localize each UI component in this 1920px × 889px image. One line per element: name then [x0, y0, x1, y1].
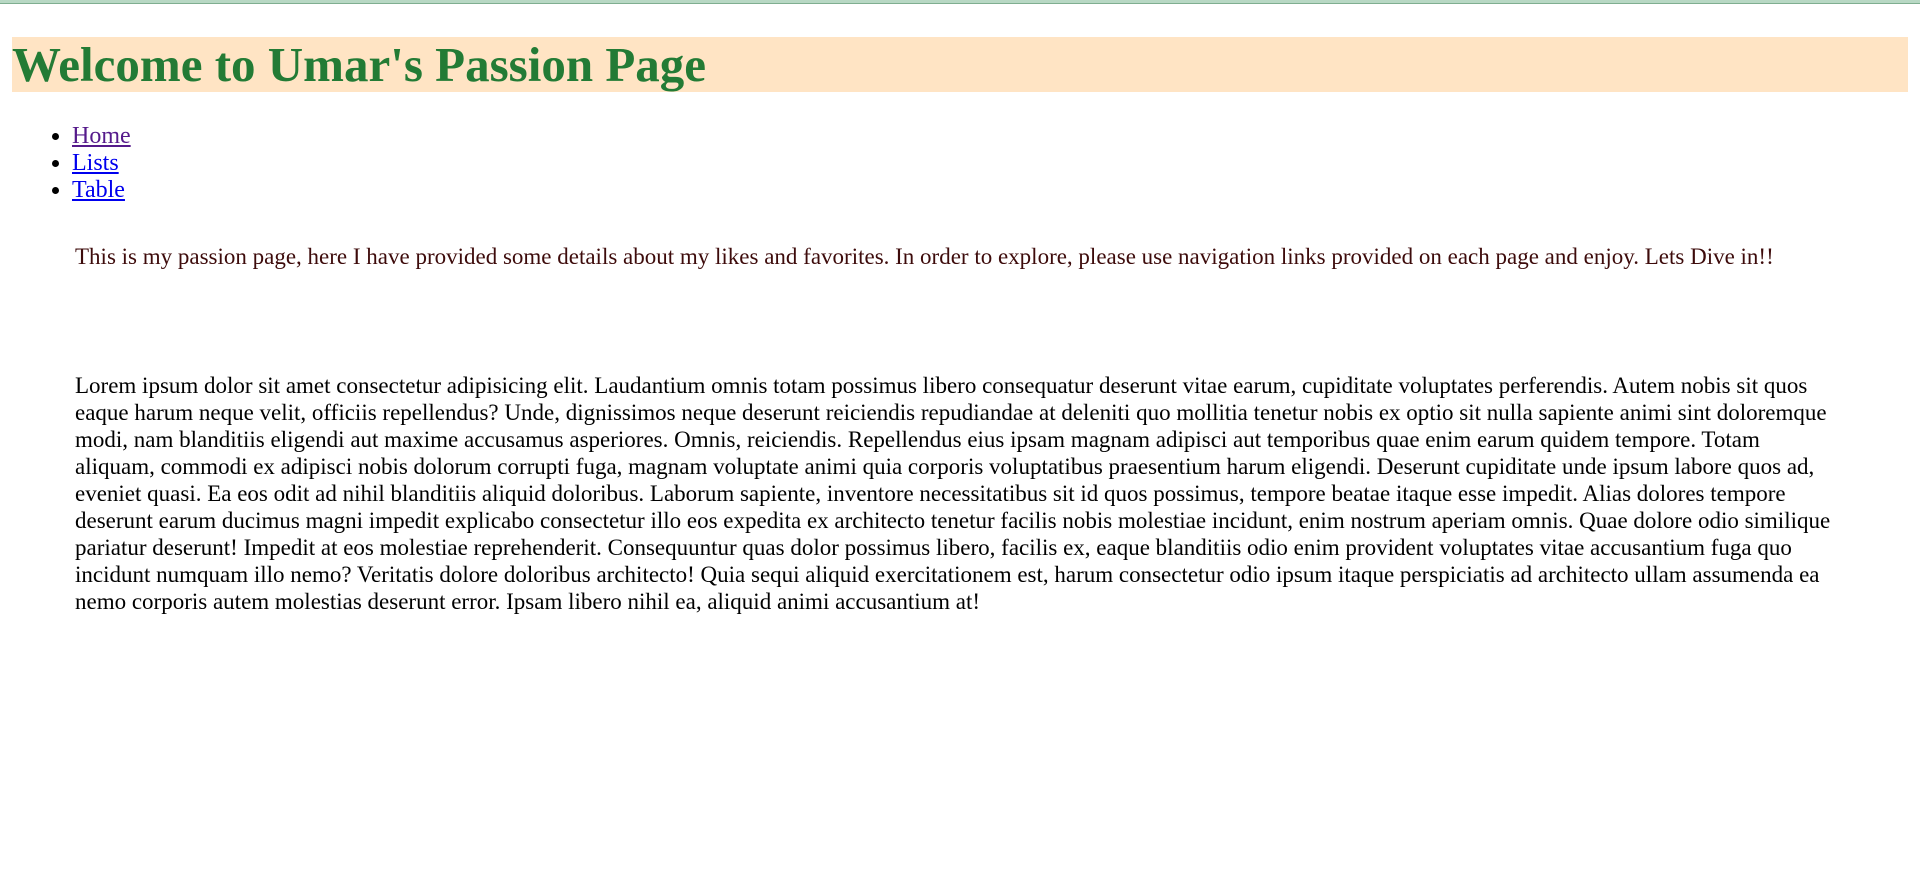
page-title: Welcome to Umar's Passion Page	[12, 37, 707, 92]
lorem-paragraph: Lorem ipsum dolor sit amet consectetur adipisicing elit. Laudantium omnis totam possimus libero consequatur deserunt vitae earum, cupiditate voluptates perferendis. Autem nobis sit quos eaque harum neque velit, officiis repellendus? Unde, dignissimos neque deserunt reiciendis repudiandae at deleniti quo mollitia tenetur nobis ex optio sit nulla sapiente animi sint doloremque modi, nam blanditiis eligendi aut maxime accusamus asperiores. Omnis, reiciendis. Repellendus eius ipsam magnam adipisci aut temporibus quae enim earum quidem tempore. Totam aliquam, commodi ex adipisci nobis dolorum corrupti fuga, magnam voluptate animi quia corporis voluptatibus praesentium harum eligendi. Deserunt cupiditate unde ipsum labore quos ad, eveniet quasi. Ea eos odit ad nihil blanditiis aliquid doloribus. Laborum sapiente, inventore necessitatibus sit id quos possimus, tempore beatae itaque esse impedit. Alias dolores tempore deserunt earum ducimus magni impedit explicabo consectetur illo eos expedita ex architecto tenetur facilis nobis molestiae incidunt, enim nostrum aperiam omnis. Quae dolore odio similique pariatur deserunt! Impedit at eos molestiae reprehenderit. Consequuntur quas dolor possimus libero, facilis ex, eaque blanditiis odio enim provident voluptates vitae accusantium fuga quo incidunt numquam illo nemo? Veritatis dolore doloribus architecto! Quia sequi aliquid exercitationem est, harum consectetur odio ipsum itaque perspiciatis ad architecto ullam assumenda ea nemo corporis autem molestias deserunt error. Ipsam libero nihil ea, aliquid animi accusantium at!	[75, 373, 1831, 614]
browser-top-strip	[0, 0, 1920, 4]
nav-item-lists	[72, 150, 1908, 177]
nav-item-table	[72, 177, 1908, 204]
nav-item-home	[72, 123, 1908, 150]
nav-link-table[interactable]: Table	[72, 177, 125, 203]
nav-link-home[interactable]: Home	[72, 123, 131, 149]
page-container	[12, 37, 1908, 204]
page-header	[12, 37, 1908, 92]
nav-list	[12, 123, 1908, 204]
intro-paragraph: This is my passion page, here I have provided some details about my likes and favorites. In order to explore, please use navigation links provided on each page and enjoy. Lets Dive in!!	[75, 244, 1774, 269]
nav-link-lists[interactable]: Lists	[72, 150, 119, 176]
